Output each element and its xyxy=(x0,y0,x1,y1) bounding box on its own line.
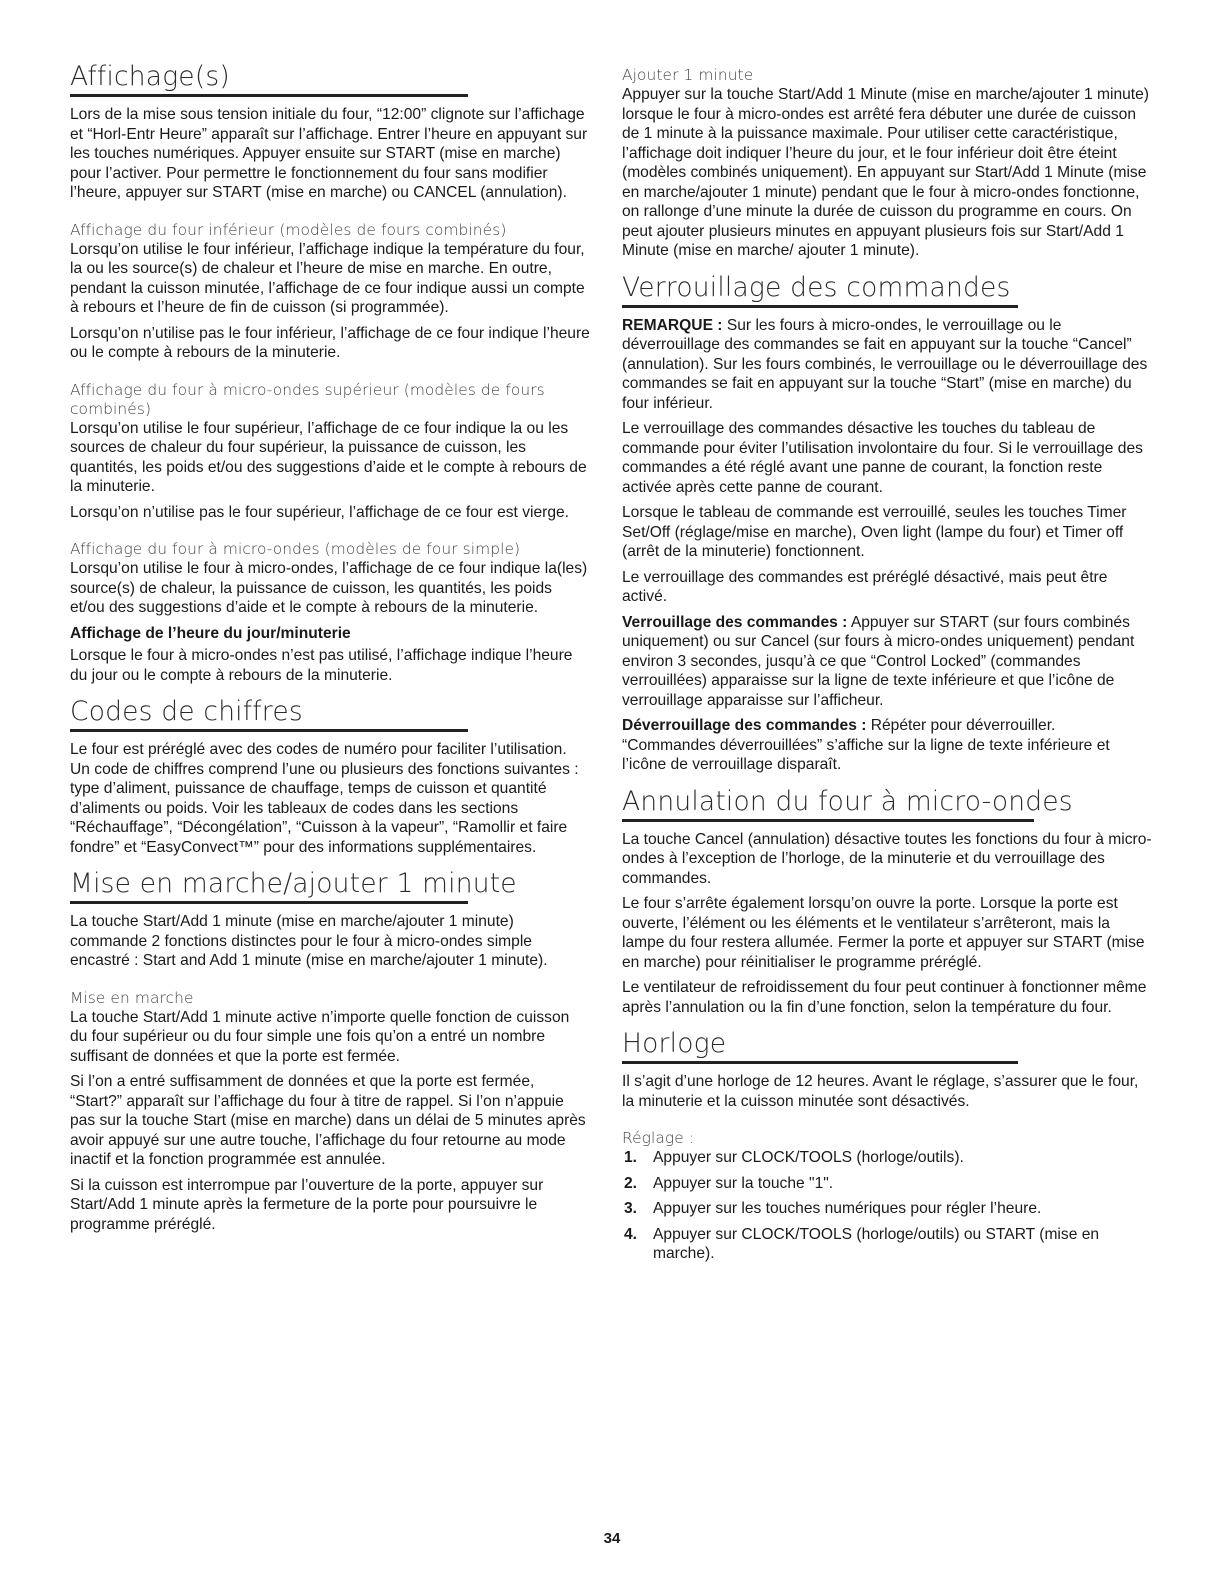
section-title: Mise en marche/ajouter 1 minute xyxy=(70,868,517,899)
paragraph: La touche Start/Add 1 minute (mise en marche/ajouter 1 minute) commande 2 fonctions distinctes pour le four à micro-ondes simple encastré : Start and Add 1 minute (mise en marche/ajouter 1 minute). xyxy=(70,913,548,969)
paragraph: Lorsqu’on n’utilise pas le four supérieur, l’affichage de ce four est vierge. xyxy=(70,503,570,521)
section-title: Codes de chiffres xyxy=(70,696,303,727)
paragraph: Si la cuisson est interrompue par l’ouverture de la porte, appuyer sur Start/Add 1 minute après la fermeture de la porte pour poursuivre le programme préréglé. xyxy=(70,1176,544,1233)
step-number: 2. xyxy=(624,1174,638,1192)
paragraph xyxy=(622,716,1152,775)
steps-list xyxy=(622,1148,1152,1264)
step-number: 4. xyxy=(624,1225,638,1243)
note-label: REMARQUE : xyxy=(622,316,723,334)
step-text: Appuyer sur CLOCK/TOOLS (horloge/outils) ou START (mise en marche). xyxy=(653,1225,1100,1262)
paragraph: Lorsque le tableau de commande est verrouillé, seules les touches Timer Set/Off (réglage/mise en marche), Oven light (lampe du four) et Timer off (arrêt de la minuterie) fonctionnent. xyxy=(622,504,1127,560)
section-title: Verrouillage des commandes xyxy=(622,271,1011,303)
list-item xyxy=(622,1148,1152,1168)
subsection-title: Ajouter 1 minute xyxy=(622,66,754,84)
list-item xyxy=(622,1225,1152,1264)
step-text: Appuyer sur CLOCK/TOOLS (horloge/outils). xyxy=(653,1149,964,1166)
list-item xyxy=(622,1174,1152,1194)
list-item xyxy=(622,1199,1152,1219)
paragraph xyxy=(622,613,1152,711)
section-title: Annulation du four à micro-ondes xyxy=(622,785,1073,817)
paragraph: Lorsque le four à micro-ondes n’est pas utilisé, l’affichage indique l’heure du jour ou le compte à rebours de la minuterie. xyxy=(70,647,573,684)
paragraph: Le verrouillage des commandes est préréglé désactivé, mais peut être activé. xyxy=(622,568,1108,605)
lock-label: Verrouillage des commandes : xyxy=(622,613,848,631)
section-title: Affichage(s) xyxy=(70,61,230,92)
paragraph xyxy=(622,316,1152,414)
page-number: 34 xyxy=(603,1530,621,1547)
title-rule xyxy=(622,1061,1018,1064)
title-rule xyxy=(70,901,468,904)
section-affichage xyxy=(70,62,590,685)
bold-heading: Affichage de l’heure du jour/minuterie xyxy=(70,624,351,642)
step-number: 1. xyxy=(624,1149,638,1166)
unlock-text: Répéter pour déverrouiller. “Commandes déverrouillées” s’affiche sur la ligne de texte inférieure et l’icône de verrouillage disparaît. xyxy=(622,717,1110,773)
paragraph: Lorsqu’on n’utilise pas le four inférieur, l’affichage de ce four indique l’heure ou le compte à rebours de la minuterie. xyxy=(70,324,590,361)
subsection-title: Mise en marche xyxy=(70,988,194,1007)
title-rule xyxy=(622,305,1018,308)
paragraph: Lorsqu’on utilise le four inférieur, l’affichage indique la température du four, la ou les source(s) de chaleur et l’heure de mise en marche. En outre, pendant la cuisson minutée, l’affichage de ce four indique aussi un compte à rebours et l’heure de fin de cuisson (si programmée). xyxy=(70,240,585,316)
subsection-title: Affichage du four à micro-ondes supérieur (modèles de fours combinés) xyxy=(70,380,545,418)
paragraph: Il s’agit d’une horloge de 12 heures. Avant le réglage, s’assurer que le four, la minuterie et la cuisson minutée sont désactivés. xyxy=(622,1073,1139,1110)
step-text: Appuyer sur la touche "1". xyxy=(653,1174,834,1192)
right-column xyxy=(622,66,1152,1270)
unlock-label: Déverrouillage des commandes : xyxy=(622,717,867,734)
subsection-title: Affichage du four à micro-ondes (modèles de four simple) xyxy=(70,540,521,558)
section-lock xyxy=(622,273,1152,775)
paragraph: Le ventilateur de refroidissement du four peut continuer à fonctionner même après l’annulation ou la fin d’une fonction, selon la température du four. xyxy=(622,979,1147,1016)
section-clock xyxy=(622,1029,1152,1264)
section-start xyxy=(70,869,590,1234)
section-title: Horloge xyxy=(622,1028,727,1059)
paragraph: La touche Start/Add 1 minute active n’importe quelle fonction de cuisson du four supérieur ou du four simple une fois qu’on a entré un nombre suffisant de données et que la porte est fermée. xyxy=(70,1008,570,1065)
section-cancel xyxy=(622,787,1152,1018)
title-rule xyxy=(70,94,468,97)
paragraph: Lorsqu’on utilise le four supérieur, l’affichage de ce four indique la ou les sources de chaleur du four supérieur, la puissance de cuisson, les quantités, les poids et/ou des suggestions d’aide et le compte à rebours de la minuterie. xyxy=(70,419,587,495)
paragraph: Lorsqu’on utilise le four à micro-ondes, l’affichage de ce four indique la(les) source(s) de chaleur, la puissance de cuisson, les quantités, les poids et/ou des suggestions d’aide et le compte à rebours de la minuterie. xyxy=(70,560,588,616)
paragraph: Le four s’arrête également lorsqu’on ouvre la porte. Lorsque la porte est ouverte, l’élément ou les éléments et le ventilateur s’arrêteront, mais la lampe du four restera allumée. Fermer la porte et appuyer sur START (mise en marche) pour réinitialiser le programme préréglé. xyxy=(622,895,1145,971)
note-text: Sur les fours à micro-ondes, le verrouillage ou le déverrouillage des commandes se fait en appuyant sur la touche “Cancel” (annulation). Sur les fours combinés, le verrouillage ou le déverrouillage des commandes se fait en appuyant sur la touche “Start” (mise en marche) du four inférieur. xyxy=(622,316,1148,412)
title-rule xyxy=(622,819,1034,822)
subsection-title: Réglage : xyxy=(622,1129,695,1147)
step-text: Appuyer sur les touches numériques pour régler l’heure. xyxy=(653,1200,1042,1217)
paragraph: Lors de la mise sous tension initiale du four, “12:00” clignote sur l’affichage et “Horl-Entr Heure” apparaît sur l’affichage. Entrer l’heure en appuyant sur les touches numériques. Appuyer ensuite sur START (mise en marche) pour l’activer. Pour permettre le fonctionnement du four sans modifier l’heure, appuyer sur START (mise en marche) ou CANCEL (annulation). xyxy=(70,106,588,201)
paragraph: Le verrouillage des commandes désactive les touches du tableau de commande pour éviter l’utilisation involontaire du four. Si le verrouillage des commandes a été réglé avant une panne de courant, la fonction reste activée après cette panne de courant. xyxy=(622,420,1143,496)
paragraph: Le four est préréglé avec des codes de numéro pour faciliter l’utilisation. Un code de chiffres comprend l’une ou plusieurs des fonctions suivantes : type d’aliment, puissance de chauffage, temps de cuisson et quantité d’aliments ou poids. Voir les tableaux de codes dans les sections “Réchauffage”, “Décongélation”, “Cuisson à la vapeur”, “Ramollir et faire fondre” et “EasyConvect™” pour des informations supplémentaires. xyxy=(70,741,579,856)
subsection-title: Affichage du four inférieur (modèles de fours combinés) xyxy=(70,220,507,239)
section-add-minute xyxy=(622,66,1152,261)
step-number: 3. xyxy=(624,1200,638,1217)
paragraph: Appuyer sur la touche Start/Add 1 Minute (mise en marche/ajouter 1 minute) lorsque le four à micro-ondes est arrêté fera débuter une durée de cuisson de 1 minute à la puissance maximale. Pour utiliser cette caractéristique, l’affichage doit indiquer l’heure du jour, et le four inférieur doit être éteint (modèles combinés uniquement). En appuyant sur Start/Add 1 Minute (mise en marche/ajouter 1 minute) pendant que le four à micro-ondes fonctionne, on rallonge d’une minute la durée de cuisson du programme en cours. On peut ajouter plusieurs minutes en appuyant plusieurs fois sur Start/Add 1 Minute (mise en marche/ ajouter 1 minute). xyxy=(622,86,1149,259)
title-rule xyxy=(70,729,468,732)
left-column xyxy=(70,62,590,1240)
lock-text: Appuyer sur START (sur fours combinés uniquement) ou sur Cancel (sur fours à micro-ondes uniquement) pendant environ 3 secondes, jusqu’à ce que “Control Locked” (commandes verrouillées) apparaisse sur la ligne de texte inférieure et que l’icône de verrouillage apparaisse sur l’afficheur. xyxy=(622,613,1135,709)
paragraph: Si l’on a entré suffisamment de données et que la porte est fermée, “Start?” apparaît sur l’affichage du four à titre de rappel. Si l’on n’appuie pas sur la touche Start (mise en marche) dans un délai de 5 minutes après avoir appuyé sur une autre touche, l’affichage du four retourne au mode inactif et la fonction programmée est annulée. xyxy=(70,1073,586,1168)
section-codes xyxy=(70,697,590,857)
paragraph: La touche Cancel (annulation) désactive toutes les fonctions du four à micro-ondes à l’exception de l’horloge, de la minuterie et du verrouillage des commandes. xyxy=(622,830,1152,887)
